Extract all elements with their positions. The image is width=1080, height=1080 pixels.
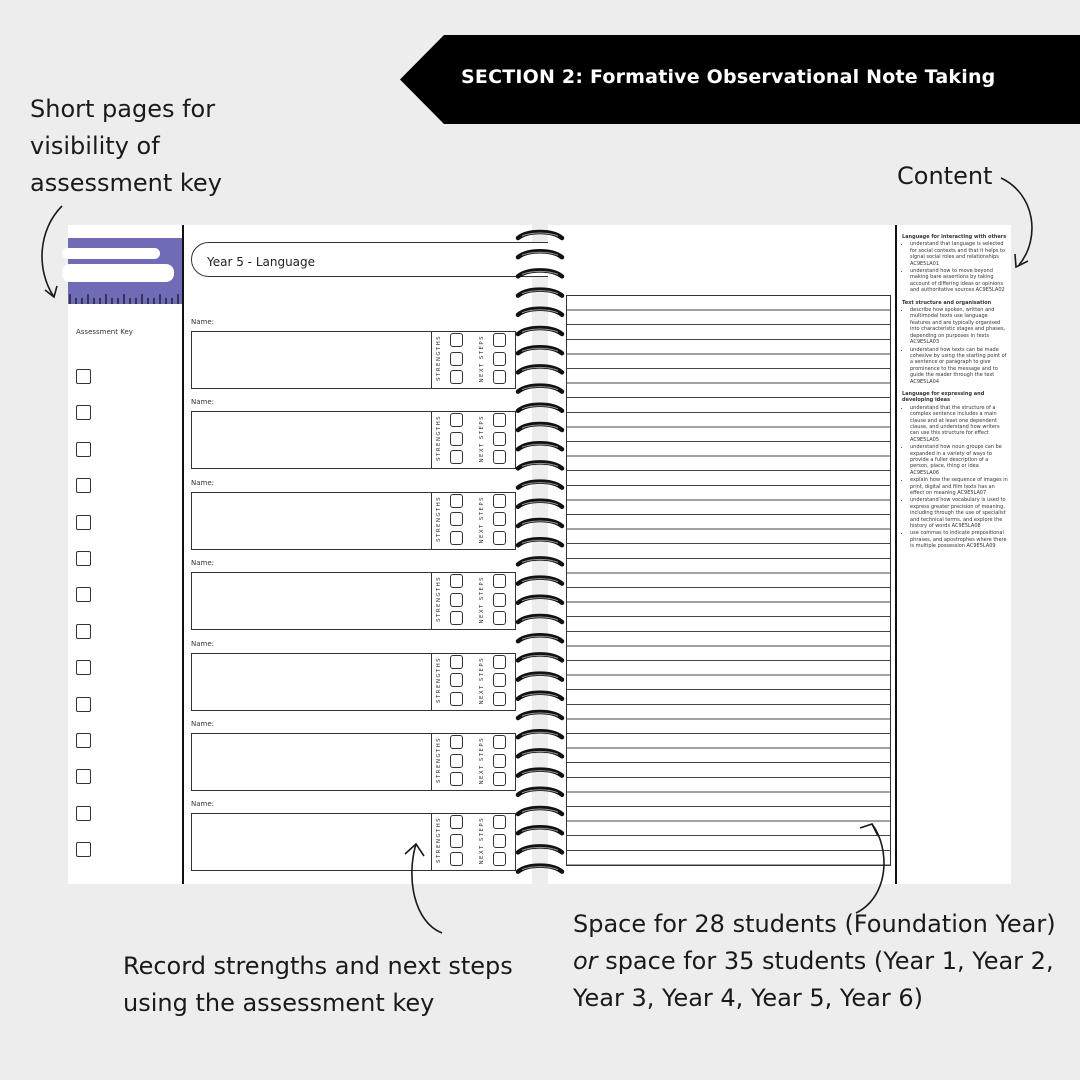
student-notes-box[interactable] bbox=[191, 492, 432, 550]
next-steps-checkbox[interactable] bbox=[493, 574, 506, 588]
spiral-ring bbox=[518, 597, 562, 603]
spiral-ring bbox=[518, 674, 562, 680]
ruler-ticks-icon bbox=[68, 282, 182, 304]
spiral-ring bbox=[518, 539, 562, 545]
spiral-ring bbox=[518, 866, 562, 872]
assessment-key-label: Assessment Key bbox=[76, 328, 133, 336]
next-steps-checkbox[interactable] bbox=[493, 432, 506, 446]
strengths-label: STRENGTHS bbox=[436, 495, 442, 542]
next-steps-checkbox[interactable] bbox=[493, 655, 506, 669]
strengths-checkbox[interactable] bbox=[450, 852, 463, 866]
section-title: SECTION 2: Formative Observational Note Taking bbox=[461, 66, 996, 88]
content-item: • understand how vocabulary is used to express greater precision of meaning, including through the use of specialist and technical terms, and explore the history of words AC9E5LA08 bbox=[910, 497, 1008, 529]
next-steps-checkbox[interactable] bbox=[493, 512, 506, 526]
strengths-label: STRENGTHS bbox=[436, 737, 442, 783]
student-name-label: Name: bbox=[191, 800, 215, 809]
arrow-record-icon bbox=[400, 838, 450, 938]
ruler-bar-top bbox=[62, 248, 160, 259]
next-steps-label: NEXT STEPS bbox=[479, 817, 485, 865]
next-steps-label: NEXT STEPS bbox=[479, 737, 485, 785]
content-list bbox=[902, 307, 1008, 385]
spiral-ring bbox=[518, 443, 562, 449]
spiral-ring bbox=[518, 270, 562, 276]
next-steps-checkbox[interactable] bbox=[493, 531, 506, 545]
content-item: • understand how texts can be made cohesive by using the starting point of a sentence or paragraph to give prominence to the message and to guide the reader through the text AC9E5LA04 bbox=[910, 347, 1008, 385]
strengths-label: STRENGTHS bbox=[436, 656, 442, 703]
strengths-checkbox[interactable] bbox=[450, 494, 463, 508]
content-item: • understand that language is selected for social contexts and that it helps to signal social roles and relationships AC9E5LA01 bbox=[910, 241, 1008, 267]
student-name-label: Name: bbox=[191, 720, 215, 728]
content-list bbox=[902, 405, 1008, 550]
lined-notes-area[interactable] bbox=[566, 295, 891, 866]
page-title: Year 5 - Language bbox=[207, 255, 316, 269]
student-notes-box[interactable] bbox=[191, 653, 432, 711]
spiral-ring bbox=[518, 232, 562, 238]
assessment-key-checkbox[interactable] bbox=[76, 806, 91, 821]
strengths-checkbox[interactable] bbox=[450, 772, 463, 786]
assessment-key-checkbox[interactable] bbox=[76, 842, 91, 857]
content-list bbox=[902, 241, 1008, 293]
strengths-checkbox[interactable] bbox=[450, 450, 463, 464]
student-notes-box[interactable] bbox=[191, 813, 432, 871]
content-item: • understand how noun groups can be expanded in a variety of ways to provide a fuller description of a person, place, thing or idea AC9E5LA06 bbox=[910, 444, 1008, 476]
strengths-checkbox[interactable] bbox=[450, 352, 463, 366]
spiral-ring bbox=[518, 462, 562, 468]
next-steps-checkbox[interactable] bbox=[493, 754, 506, 768]
next-steps-checkbox[interactable] bbox=[493, 815, 506, 829]
strengths-checkbox[interactable] bbox=[450, 611, 463, 625]
strengths-checkbox[interactable] bbox=[450, 735, 463, 749]
next-steps-checkbox[interactable] bbox=[493, 370, 506, 384]
next-steps-checkbox[interactable] bbox=[493, 772, 506, 786]
student-notes-box[interactable] bbox=[191, 733, 432, 791]
spiral-ring bbox=[518, 635, 562, 641]
spiral-ring bbox=[518, 654, 562, 660]
assessment-key-checkbox[interactable] bbox=[76, 515, 91, 530]
next-steps-label: NEXT STEPS bbox=[479, 335, 485, 383]
strengths-checkbox[interactable] bbox=[450, 432, 463, 446]
spiral-ring bbox=[518, 750, 562, 756]
ruler-tab bbox=[68, 238, 182, 304]
strengths-checkbox[interactable] bbox=[450, 593, 463, 607]
content-item: • explain how the sequence of images in print, digital and film texts has an effect on meaning AC9E5LA07 bbox=[910, 477, 1008, 496]
content-heading: Language for interacting with others bbox=[902, 234, 1007, 240]
spiral-ring bbox=[518, 827, 562, 833]
spiral-ring bbox=[518, 405, 562, 411]
next-steps-checkbox[interactable] bbox=[493, 593, 506, 607]
spiral-ring bbox=[518, 482, 562, 488]
spiral-binding-icon bbox=[514, 228, 566, 886]
strengths-checkbox[interactable] bbox=[450, 815, 463, 829]
assessment-key-checkbox[interactable] bbox=[76, 478, 91, 493]
strengths-label: STRENGTHS bbox=[436, 817, 442, 864]
annotation-short-pages: Short pages for visibility of assessment key bbox=[30, 95, 222, 197]
next-steps-checkbox[interactable] bbox=[493, 413, 506, 427]
spiral-ring bbox=[518, 386, 562, 392]
content-item: • use commas to indicate prepositional phrases, and apostrophes where there is multiple possession AC9E5LA09 bbox=[910, 530, 1008, 549]
strengths-checkbox[interactable] bbox=[450, 655, 463, 669]
assessment-key-checkbox[interactable] bbox=[76, 405, 91, 420]
arrow-space-icon bbox=[850, 818, 900, 918]
spiral-ring bbox=[518, 309, 562, 315]
spiral-ring bbox=[518, 808, 562, 814]
spiral-ring bbox=[518, 347, 562, 353]
spiral-ring bbox=[518, 424, 562, 430]
curriculum-content bbox=[902, 234, 1008, 556]
student-name-label: Name: bbox=[191, 318, 215, 326]
spiral-ring bbox=[518, 501, 562, 507]
strengths-checkbox[interactable] bbox=[450, 370, 463, 384]
next-steps-checkbox[interactable] bbox=[493, 494, 506, 508]
assessment-key-checkbox[interactable] bbox=[76, 442, 91, 457]
spiral-ring bbox=[518, 558, 562, 564]
content-item: • understand how to move beyond making bare assertions by taking account of differing ideas or opinions and authoritative sources AC9E5LA02 bbox=[910, 268, 1008, 294]
assessment-key-checkbox[interactable] bbox=[76, 769, 91, 784]
assessment-key-checkbox[interactable] bbox=[76, 369, 91, 384]
student-name-label: Name: bbox=[191, 559, 215, 568]
next-steps-label: NEXT STEPS bbox=[479, 415, 485, 463]
assessment-key-checkbox[interactable] bbox=[76, 624, 91, 639]
spiral-ring bbox=[518, 616, 562, 622]
content-heading: Language for expressing and developing ideas bbox=[902, 390, 985, 404]
strengths-checkbox[interactable] bbox=[450, 754, 463, 768]
spiral-ring bbox=[518, 328, 562, 334]
strengths-label: STRENGTHS bbox=[436, 335, 442, 381]
ruler-bar-bottom bbox=[62, 264, 174, 282]
student-name-label: Name: bbox=[191, 478, 215, 487]
student-name-label: Name: bbox=[191, 398, 215, 407]
student-name-label: Name: bbox=[191, 639, 215, 648]
content-item: • describe how spoken, written and multimodal texts use language features and are typically organised into characteristic stages and phases, depending on purposes in texts AC9E5LA03 bbox=[910, 307, 1008, 345]
spiral-ring bbox=[518, 520, 562, 526]
spiral-ring bbox=[518, 731, 562, 737]
annotation-content: Content bbox=[897, 162, 993, 190]
assessment-key-checkbox[interactable] bbox=[76, 733, 91, 748]
assessment-key-checkbox[interactable] bbox=[76, 551, 91, 566]
strengths-checkbox[interactable] bbox=[450, 531, 463, 545]
strengths-label: STRENGTHS bbox=[436, 415, 442, 462]
spiral-ring bbox=[518, 578, 562, 584]
strengths-checkbox[interactable] bbox=[450, 333, 463, 347]
spiral-ring bbox=[518, 789, 562, 795]
next-steps-checkbox[interactable] bbox=[493, 333, 506, 347]
strengths-checkbox[interactable] bbox=[450, 834, 463, 848]
spiral-ring bbox=[518, 846, 562, 852]
content-heading: Text structure and organisation bbox=[902, 299, 992, 306]
assessment-key-checkbox[interactable] bbox=[76, 660, 91, 675]
annotation-record: Record strengths and next steps using the assessment key bbox=[123, 952, 513, 1017]
spiral-ring bbox=[518, 290, 562, 296]
next-steps-checkbox[interactable] bbox=[493, 834, 506, 848]
spiral-ring bbox=[518, 712, 562, 718]
next-steps-checkbox[interactable] bbox=[493, 611, 506, 625]
assessment-key-checkbox[interactable] bbox=[76, 587, 91, 602]
next-steps-checkbox[interactable] bbox=[493, 692, 506, 706]
assessment-key-checkbox[interactable] bbox=[76, 697, 91, 712]
strengths-label: STRENGTHS bbox=[436, 576, 442, 623]
next-steps-label: NEXT STEPS bbox=[479, 656, 485, 705]
spiral-ring bbox=[518, 693, 562, 699]
spiral-ring bbox=[518, 366, 562, 372]
strengths-checkbox[interactable] bbox=[450, 692, 463, 706]
strengths-checkbox[interactable] bbox=[450, 574, 463, 588]
next-steps-checkbox[interactable] bbox=[493, 450, 506, 464]
student-notes-box[interactable] bbox=[191, 331, 432, 389]
spiral-ring bbox=[518, 770, 562, 776]
next-steps-checkbox[interactable] bbox=[493, 673, 506, 687]
strengths-checkbox[interactable] bbox=[450, 673, 463, 687]
next-steps-checkbox[interactable] bbox=[493, 852, 506, 866]
next-steps-checkbox[interactable] bbox=[493, 735, 506, 749]
annotation-space: Space for 28 students (Foundation Year) or space for 35 students (Year 1, Year 2, Year 3, Year 4, Year 5, Year 6) bbox=[573, 910, 1056, 1012]
content-item: • understand that the structure of a complex sentence includes a main clause and at least one dependent clause, and understand how writers can use this structure for effect AC9E5LA05 bbox=[910, 405, 1008, 443]
student-notes-box[interactable] bbox=[191, 411, 432, 469]
next-steps-label: NEXT STEPS bbox=[479, 576, 485, 624]
strengths-checkbox[interactable] bbox=[450, 512, 463, 526]
next-steps-label: NEXT STEPS bbox=[479, 495, 485, 544]
strengths-checkbox[interactable] bbox=[450, 413, 463, 427]
next-steps-checkbox[interactable] bbox=[493, 352, 506, 366]
student-notes-box[interactable] bbox=[191, 572, 432, 630]
spiral-ring bbox=[518, 251, 562, 257]
